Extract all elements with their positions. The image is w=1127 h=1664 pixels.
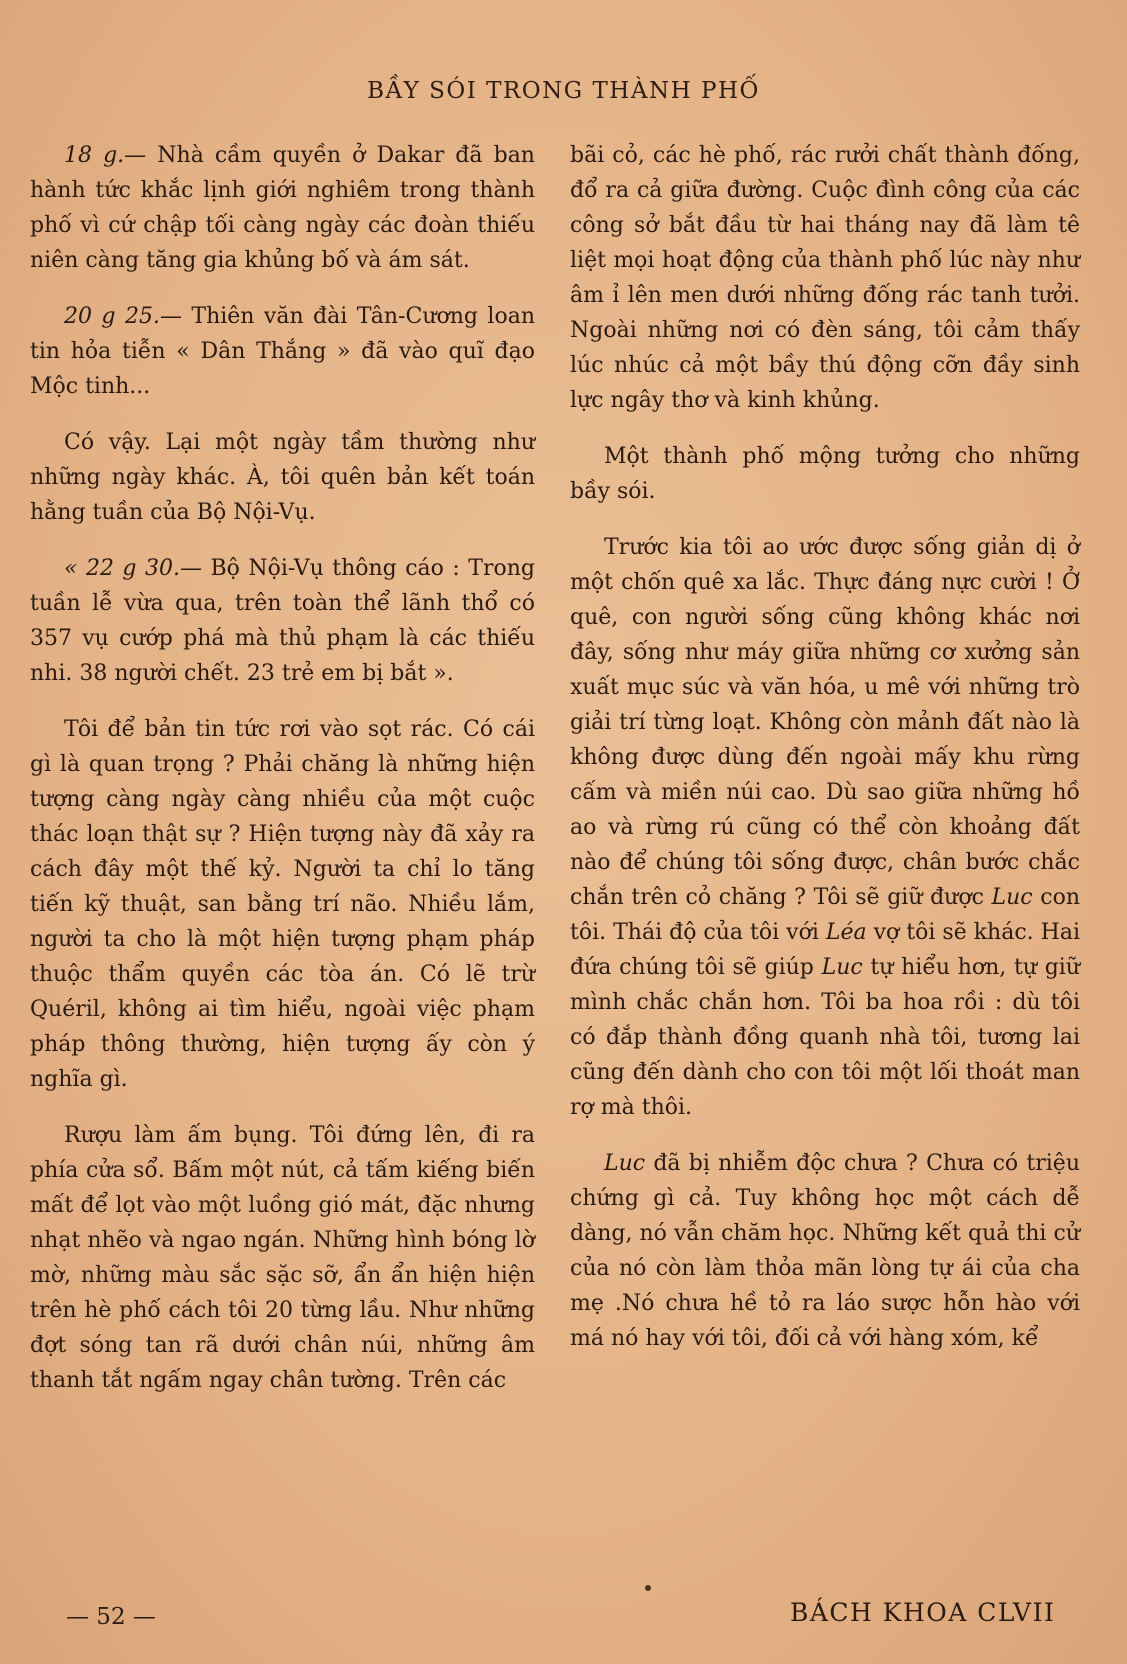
name-lea: Léa xyxy=(825,920,867,945)
paragraph xyxy=(30,299,535,404)
paragraph-text: con tôi. Thái độ của tôi với xyxy=(570,885,1080,945)
paragraph: Có vậy. Lại một ngày tầm thường như những ngày khác. À, tôi quên bản kết toán hằng tuần của Bộ Nội-Vụ. xyxy=(30,430,535,525)
paragraph: Rượu làm ấm bụng. Tôi đứng lên, đi ra phía cửa sổ. Bấm một nút, cả tấm kiếng biến mất để lọt vào một luồng gió mát, đặc nhưng nhạt nhẽo và ngao ngán. Những hình bóng lờ mờ, những màu sắc sặc sỡ, ẩn ẩn hiện hiện trên hè phố cách tôi 20 từng lầu. Như những đợt sóng tan rã dưới chân núi, những âm thanh tắt ngấm ngay chân tường. Trên các xyxy=(30,1123,535,1393)
paragraph xyxy=(570,530,1080,1125)
paragraph-text: Trước kia tôi ao ước được sống giản dị ở một chốn quê xa lắc. Thực đáng nực cười ! Ở quê, con người sống cũng không khác nơi đây, sống như máy giữa những cơ xưởng sản xuất mục súc và văn hóa, u mê với những trò giải trí từng loạt. Không còn mảnh đất nào là không được dùng đến ngoài mấy khu rừng cấm và miền núi cao. Dù sao giữa những hồ ao và rừng rú cũng có thể còn khoảng đất nào để chúng tôi sống được, chân bước chắc chắn trên cỏ chăng ? Tôi sẽ giữ được xyxy=(570,535,1080,910)
paragraph-text: đã bị nhiễm độc chưa ? Chưa có triệu chứng gì cả. Tuy không học một cách dễ dàng, nó vẫn chăm học. Những kết quả thi cử của nó còn làm thỏa mãn lòng tự ái của cha mẹ .Nó chưa hề tỏ ra láo sược hỗn hào với má nó hay với tôi, đối cả với hàng xóm, kể xyxy=(570,1151,1080,1351)
paragraph-text: vợ tôi sẽ khác. Hai đứa chúng tôi sẽ giúp xyxy=(570,920,1080,980)
paragraph xyxy=(30,138,535,278)
paragraph-text: Thiên văn đài Tân-Cương loan tin hỏa tiễn « Dân Thắng » đã vào quĩ đạo Mộc tinh... xyxy=(30,304,535,399)
paragraph: Tôi để bản tin tức rơi vào sọt rác. Có cái gì là quan trọng ? Phải chăng là những hiện tượng càng ngày càng nhiều của một cuộc thác loạn thật sự ? Hiện tượng này đã xảy ra cách đây một thế kỷ. Người ta chỉ lo tăng tiến kỹ thuật, san bằng trí não. Nhiều lắm, người ta cho là một hiện tượng phạm pháp thuộc thẩm quyền các tòa án. Có lẽ trừ Quéril, không ai tìm hiểu, ngoài việc phạm pháp thông thường, hiện tượng ấy còn ý nghĩa gì. xyxy=(30,717,535,1092)
page-number: — 52 — xyxy=(66,1604,156,1630)
name-luc: Luc xyxy=(821,955,863,980)
paragraph-text: Bộ Nội-Vụ thông cáo : Trong tuần lễ vừa qua, trên toàn thể lãnh thổ có 357 vụ cướp phá mà thủ phạm là các thiếu nhi. 38 người chết. 23 trẻ em bị bắt ». xyxy=(30,556,535,686)
right-column xyxy=(570,138,1080,1377)
timestamp: « 22 g 30.— xyxy=(64,556,202,581)
paragraph: bãi cỏ, các hè phố, rác rưởi chất thành đống, đổ ra cả giữa đường. Cuộc đình công của các công sở bắt đầu từ hai tháng nay đã làm tê liệt mọi hoạt động của thành phố lúc này như âm ỉ lên men dưới những đống rác tanh tưởi. Ngoài những nơi có đèn sáng, tôi cảm thấy lúc nhúc cả một bầy thú động cỡn đầy sinh lực ngây thơ và kinh khủng. xyxy=(570,143,1080,413)
name-luc: Luc xyxy=(604,1151,646,1176)
page-title: BẦY SÓI TRONG THÀNH PHỐ xyxy=(367,78,760,104)
timestamp: 18 g.— xyxy=(64,143,147,168)
magazine-issue: BÁCH KHOA CLVII xyxy=(790,1598,1056,1627)
paragraph-text: tự hiểu hơn, tự giữ mình chắc chắn hơn. Tôi ba hoa rồi : dù tôi có đắp thành đồng quanh nhà tôi, tương lai cũng đến dành cho con tôi một lối thoát man rợ mà thôi. xyxy=(570,955,1080,1120)
paragraph-text: Nhà cầm quyền ở Dakar đã ban hành tức khắc lịnh giới nghiêm trong thành phố vì cứ chập tối càng ngày các đoàn thiếu niên càng tăng gia khủng bố và ám sát. xyxy=(30,143,535,273)
name-luc: Luc xyxy=(991,885,1033,910)
paragraph xyxy=(570,1146,1080,1356)
paragraph xyxy=(30,551,535,691)
ink-dot xyxy=(645,1585,651,1591)
left-column xyxy=(30,138,535,1419)
paragraph: Một thành phố mộng tưởng cho những bầy sói. xyxy=(570,444,1080,504)
timestamp: 20 g 25.— xyxy=(64,304,182,329)
